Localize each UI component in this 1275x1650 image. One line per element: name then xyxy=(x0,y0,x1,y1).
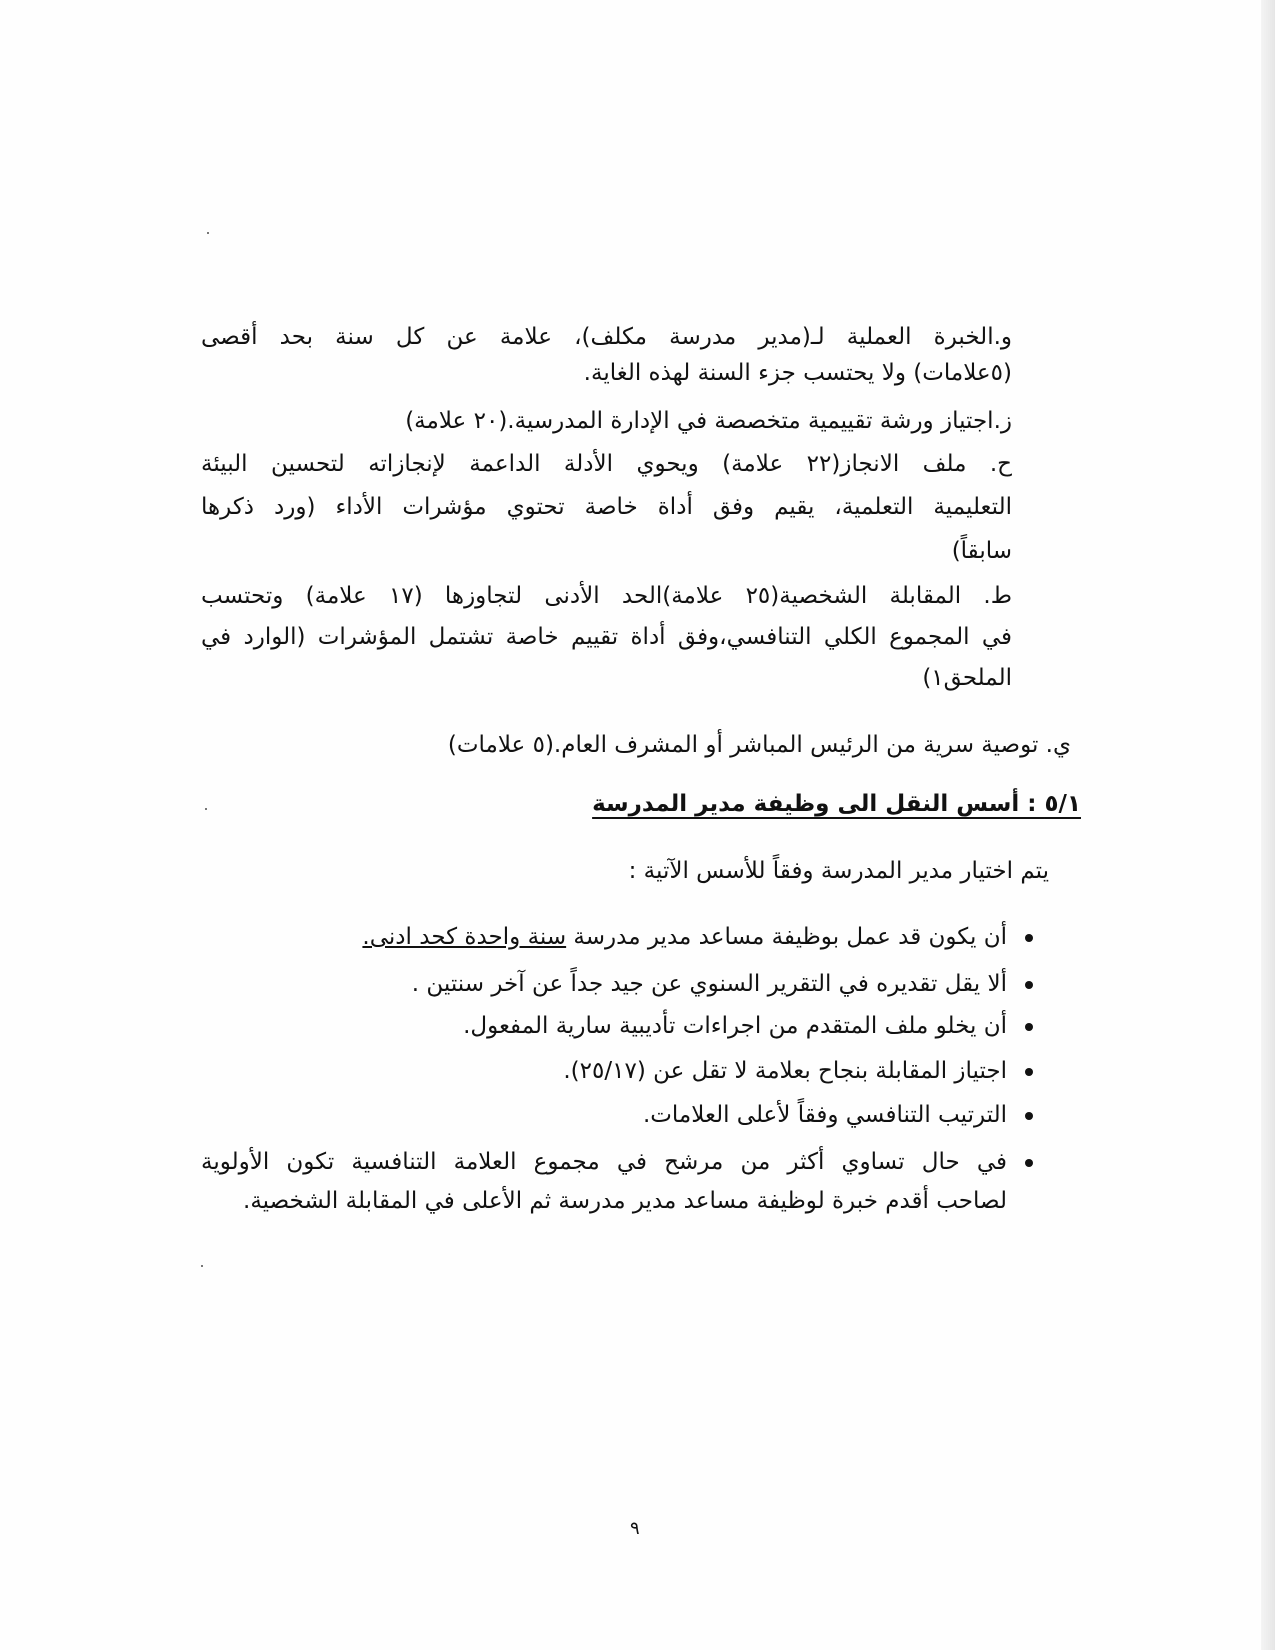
bullet-text: في حال تساوي أكثر من مرشح في مجموع العلامة التنافسية تكون الأولوية xyxy=(201,1149,1007,1175)
bullet-icon xyxy=(1025,1112,1033,1120)
item-ta-line3: الملحق١) xyxy=(922,665,1012,691)
bullet-text: أن يكون قد عمل بوظيفة مساعد مدير مدرسة xyxy=(566,924,1007,950)
bullet-underlined-text: سنة واحدة كحد ادنى. xyxy=(362,924,567,950)
scan-edge xyxy=(1261,0,1275,1650)
bullet-text: ألا يقل تقديره في التقرير السنوي عن جيد جداً عن آخر سنتين . xyxy=(411,971,1007,997)
bullet-item xyxy=(643,1099,1033,1131)
bullet-icon xyxy=(1025,981,1033,989)
bullet-item xyxy=(201,1146,1033,1178)
bullet-text: اجتياز المقابلة بنجاح بعلامة لا تقل عن (٢٥/١٧). xyxy=(563,1058,1007,1084)
item-ha-line2: التعليمية التعلمية، يقيم وفق أداة خاصة تحتوي مؤشرات الأداء (ورد ذكرها xyxy=(201,494,1012,520)
bullet-icon xyxy=(1025,934,1033,942)
scan-speck xyxy=(207,232,209,234)
scan-speck xyxy=(201,1265,203,1267)
page-number: ٩ xyxy=(630,1518,640,1539)
item-ta-line1: ط. المقابلة الشخصية(٢٥ علامة)الحد الأدنى لتجاوزها (١٧ علامة) وتحتسب xyxy=(201,583,1013,609)
item-zay: ز.اجتياز ورشة تقييمية متخصصة في الإدارة المدرسية.(٢٠ علامة) xyxy=(405,408,1012,434)
item-waw-line2: (٥علامات) ولا يحتسب جزء السنة لهذه الغاية. xyxy=(583,360,1012,386)
bullet-item xyxy=(362,921,1033,953)
section-heading: ٥/١ : أسس النقل الى وظيفة مدير المدرسة xyxy=(592,791,1081,817)
section-intro: يتم اختيار مدير المدرسة وفقاً للأسس الآتية : xyxy=(628,858,1049,884)
bullet-continuation: لصاحب أقدم خبرة لوظيفة مساعد مدير مدرسة ثم الأعلى في المقابلة الشخصية. xyxy=(243,1188,1007,1214)
bullet-icon xyxy=(1025,1023,1033,1031)
bullet-icon xyxy=(1025,1068,1033,1076)
bullet-item xyxy=(463,1010,1033,1042)
scan-speck xyxy=(205,808,207,810)
bullet-text: الترتيب التنافسي وفقاً لأعلى العلامات. xyxy=(642,1102,1007,1128)
item-ta-line2: في المجموع الكلي التنافسي،وفق أداة تقييم خاصة تشتمل المؤشرات (الوارد في xyxy=(201,624,1012,650)
bullet-item xyxy=(412,968,1033,1000)
bullet-text: أن يخلو ملف المتقدم من اجراءات تأديبية سارية المفعول. xyxy=(463,1013,1007,1039)
item-ha-line3: سابقاً) xyxy=(951,538,1012,564)
item-ha-line1: ح. ملف الانجاز(٢٢ علامة) ويحوي الأدلة الداعمة لإنجازاته لتحسين البيئة xyxy=(201,451,1012,477)
bullet-item xyxy=(563,1055,1033,1087)
item-ya: ي. توصية سرية من الرئيس المباشر أو المشرف العام.(٥ علامات) xyxy=(447,732,1071,758)
item-waw-line1: و.الخبرة العملية لـ(مدير مدرسة مكلف)، علامة عن كل سنة بحد أقصى xyxy=(201,324,1012,350)
bullet-icon xyxy=(1025,1159,1033,1167)
